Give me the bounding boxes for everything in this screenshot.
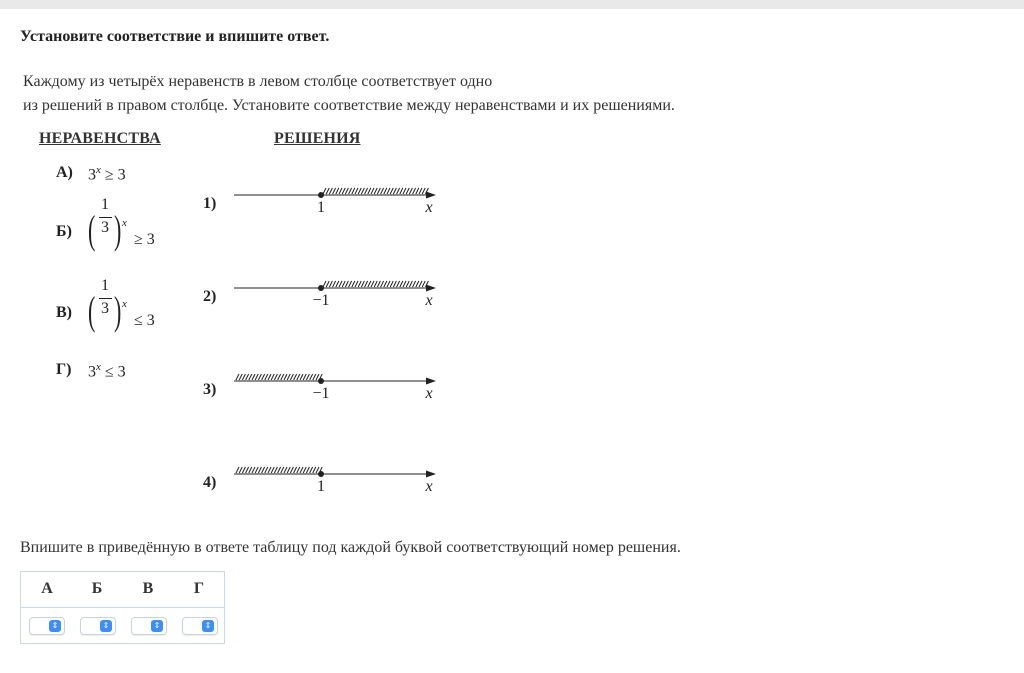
hatch-mark <box>374 188 377 194</box>
hatch-mark <box>333 188 336 194</box>
number-line-3 <box>230 366 442 406</box>
hatch-mark <box>406 188 409 194</box>
hatch-mark <box>413 188 416 194</box>
task-heading: Установите соответствие и впишите ответ. <box>20 28 330 45</box>
hatch-mark <box>316 374 319 380</box>
hatch-mark <box>361 188 364 194</box>
solution-number-1: 1) <box>203 195 217 212</box>
hatch-mark <box>365 281 368 287</box>
answer-instruction: Впишите в приведённую в ответе таблицу под каждой буквой соответствующий номер решения. <box>20 539 681 556</box>
variable-label: x <box>425 385 433 402</box>
inequality-a-exponent: x <box>96 164 101 176</box>
hatch-mark <box>313 467 316 473</box>
chevron-up-down-icon: ⇕ <box>49 620 61 632</box>
inequality-c-denominator: 3 <box>101 300 109 317</box>
hatch-mark <box>249 374 252 380</box>
top-bar <box>0 0 1024 9</box>
hatch-mark <box>365 188 368 194</box>
hatch-mark <box>381 188 384 194</box>
answer-select-a[interactable] <box>29 617 65 635</box>
hatch-mark <box>326 281 329 287</box>
point-label: −1 <box>312 385 330 402</box>
hatch-mark <box>265 374 268 380</box>
inequality-d <box>88 361 126 381</box>
hatch-mark <box>310 467 313 473</box>
axis-arrow-icon <box>426 378 436 385</box>
hatch-mark <box>236 374 239 380</box>
hatch-mark <box>345 188 348 194</box>
chevron-up-down-icon: ⇕ <box>202 620 214 632</box>
solution-number-3: 3) <box>203 381 217 398</box>
number-line-4 <box>230 459 442 499</box>
hatch-mark <box>349 188 352 194</box>
answer-table <box>20 571 225 644</box>
axis-arrow-icon <box>426 471 436 478</box>
inequality-c-left-paren: ( <box>88 288 96 333</box>
hatch-mark <box>384 188 387 194</box>
number-line-1 <box>230 180 442 220</box>
inequality-d-exponent: x <box>96 361 101 373</box>
hatch-mark <box>290 374 293 380</box>
inequality-b-fraction-bar <box>99 217 112 218</box>
axis-arrow-icon <box>426 192 436 199</box>
hatch-mark <box>397 281 400 287</box>
hatch-mark <box>290 467 293 473</box>
hatch-mark <box>303 374 306 380</box>
hatch-mark <box>390 188 393 194</box>
hatch-mark <box>300 467 303 473</box>
inequality-label-b: Б) <box>56 223 72 240</box>
inequality-b <box>88 196 168 266</box>
inequality-label-a: А) <box>56 164 73 181</box>
answer-letter-c: В <box>142 580 154 597</box>
hatch-mark <box>416 281 419 287</box>
hatch-mark <box>339 188 342 194</box>
inequality-c-fraction-bar <box>99 298 112 299</box>
shaded-region <box>323 188 428 194</box>
hatch-mark <box>242 374 245 380</box>
solution-point <box>318 285 324 291</box>
hatch-mark <box>393 188 396 194</box>
inequalities-column-header: НЕРАВЕНСТВА <box>39 130 161 147</box>
hatch-mark <box>300 374 303 380</box>
inequality-c-right-paren: ) <box>114 288 122 333</box>
variable-label: x <box>425 199 433 216</box>
hatch-mark <box>419 281 422 287</box>
inequality-d-relation: ≤ 3 <box>104 363 126 381</box>
hatch-mark <box>258 374 261 380</box>
hatch-mark <box>323 281 326 287</box>
answer-letter-d: Г <box>193 580 205 597</box>
hatch-mark <box>297 374 300 380</box>
inequality-b-right-paren: ) <box>114 207 122 252</box>
inequality-b-exponent: x <box>122 217 127 229</box>
inequality-b-relation: ≥ 3 <box>134 231 155 248</box>
hatch-mark <box>294 374 297 380</box>
inequality-a-relation: ≥ 3 <box>104 166 126 184</box>
hatch-mark <box>381 281 384 287</box>
shaded-region <box>236 374 322 380</box>
answer-letter-a: А <box>41 580 53 597</box>
hatch-mark <box>368 281 371 287</box>
answer-select-c[interactable] <box>131 617 167 635</box>
point-label: 1 <box>317 478 325 495</box>
hatch-mark <box>422 188 425 194</box>
hatch-mark <box>336 188 339 194</box>
inequality-label-d: Г) <box>56 361 72 378</box>
hatch-mark <box>262 467 265 473</box>
hatch-mark <box>422 281 425 287</box>
hatch-mark <box>345 281 348 287</box>
solution-number-4: 4) <box>203 474 217 491</box>
axis-arrow-icon <box>426 285 436 292</box>
answer-letter-b: Б <box>91 580 103 597</box>
answer-table-header <box>21 572 224 608</box>
hatch-mark <box>416 188 419 194</box>
inequality-a <box>88 164 126 184</box>
hatch-mark <box>287 467 290 473</box>
hatch-mark <box>323 188 326 194</box>
solution-point <box>318 471 324 477</box>
number-line-2 <box>230 273 442 313</box>
hatch-mark <box>271 374 274 380</box>
hatch-mark <box>239 374 242 380</box>
hatch-mark <box>377 281 380 287</box>
hatch-mark <box>278 467 281 473</box>
hatch-mark <box>281 467 284 473</box>
hatch-mark <box>268 467 271 473</box>
hatch-mark <box>406 281 409 287</box>
inequality-b-numerator: 1 <box>101 196 109 213</box>
hatch-mark <box>239 467 242 473</box>
inequality-label-c: В) <box>56 304 72 321</box>
inequality-c-numerator: 1 <box>101 277 109 294</box>
hatch-mark <box>355 188 358 194</box>
hatch-mark <box>409 188 412 194</box>
hatch-mark <box>297 467 300 473</box>
hatch-mark <box>262 374 265 380</box>
hatch-mark <box>306 374 309 380</box>
hatch-mark <box>355 281 358 287</box>
hatch-mark <box>236 467 239 473</box>
hatch-mark <box>284 467 287 473</box>
hatch-mark <box>374 281 377 287</box>
hatch-mark <box>371 281 374 287</box>
hatch-mark <box>303 467 306 473</box>
hatch-mark <box>403 188 406 194</box>
hatch-mark <box>287 374 290 380</box>
hatch-mark <box>336 281 339 287</box>
hatch-mark <box>352 188 355 194</box>
hatch-mark <box>271 467 274 473</box>
point-label: −1 <box>312 292 330 309</box>
hatch-mark <box>403 281 406 287</box>
hatch-mark <box>310 374 313 380</box>
hatch-mark <box>342 281 345 287</box>
solution-number-2: 2) <box>203 288 217 305</box>
inequality-b-denominator: 3 <box>101 219 109 236</box>
task-description <box>23 70 675 118</box>
answer-select-b[interactable] <box>80 617 116 635</box>
hatch-mark <box>361 281 364 287</box>
shaded-region <box>236 467 322 473</box>
chevron-up-down-icon: ⇕ <box>151 620 163 632</box>
hatch-mark <box>255 467 258 473</box>
hatch-mark <box>252 467 255 473</box>
hatch-mark <box>384 281 387 287</box>
hatch-mark <box>342 188 345 194</box>
inequality-b-left-paren: ( <box>88 207 96 252</box>
variable-label: x <box>425 478 433 495</box>
hatch-mark <box>371 188 374 194</box>
hatch-mark <box>339 281 342 287</box>
hatch-mark <box>246 374 249 380</box>
solutions-column-header: РЕШЕНИЯ <box>274 130 361 147</box>
hatch-mark <box>413 281 416 287</box>
point-label: 1 <box>317 199 325 216</box>
hatch-mark <box>390 281 393 287</box>
hatch-mark <box>313 374 316 380</box>
description-line-2: из решений в правом столбце. Установите соответствие между неравенствами и их решениями. <box>23 97 675 114</box>
hatch-mark <box>249 467 252 473</box>
hatch-mark <box>306 467 309 473</box>
inequality-c <box>88 277 168 347</box>
chevron-up-down-icon: ⇕ <box>100 620 112 632</box>
hatch-mark <box>278 374 281 380</box>
hatch-mark <box>400 281 403 287</box>
inequality-c-exponent: x <box>122 298 127 310</box>
hatch-mark <box>265 467 268 473</box>
hatch-mark <box>274 467 277 473</box>
solution-point <box>318 192 324 198</box>
hatch-mark <box>358 281 361 287</box>
hatch-mark <box>387 281 390 287</box>
hatch-mark <box>316 467 319 473</box>
hatch-mark <box>242 467 245 473</box>
hatch-mark <box>294 467 297 473</box>
hatch-mark <box>349 281 352 287</box>
hatch-mark <box>358 188 361 194</box>
hatch-mark <box>352 281 355 287</box>
solution-point <box>318 378 324 384</box>
shaded-region <box>323 281 428 287</box>
hatch-mark <box>281 374 284 380</box>
hatch-mark <box>387 188 390 194</box>
hatch-mark <box>268 374 271 380</box>
hatch-mark <box>377 188 380 194</box>
hatch-mark <box>400 188 403 194</box>
hatch-mark <box>274 374 277 380</box>
inequality-c-relation: ≤ 3 <box>134 312 155 329</box>
description-line-1: Каждому из четырёх неравенств в левом столбце соответствует одно <box>23 73 493 90</box>
hatch-mark <box>419 188 422 194</box>
hatch-mark <box>258 467 261 473</box>
hatch-mark <box>329 281 332 287</box>
hatch-mark <box>329 188 332 194</box>
hatch-mark <box>397 188 400 194</box>
answer-select-d[interactable] <box>182 617 218 635</box>
hatch-mark <box>333 281 336 287</box>
hatch-mark <box>246 467 249 473</box>
hatch-mark <box>255 374 258 380</box>
hatch-mark <box>326 188 329 194</box>
hatch-mark <box>393 281 396 287</box>
inequality-d-base: 3 <box>88 363 96 381</box>
hatch-mark <box>252 374 255 380</box>
hatch-mark <box>284 374 287 380</box>
hatch-mark <box>409 281 412 287</box>
hatch-mark <box>368 188 371 194</box>
inequality-a-base: 3 <box>88 166 96 184</box>
variable-label: x <box>425 292 433 309</box>
